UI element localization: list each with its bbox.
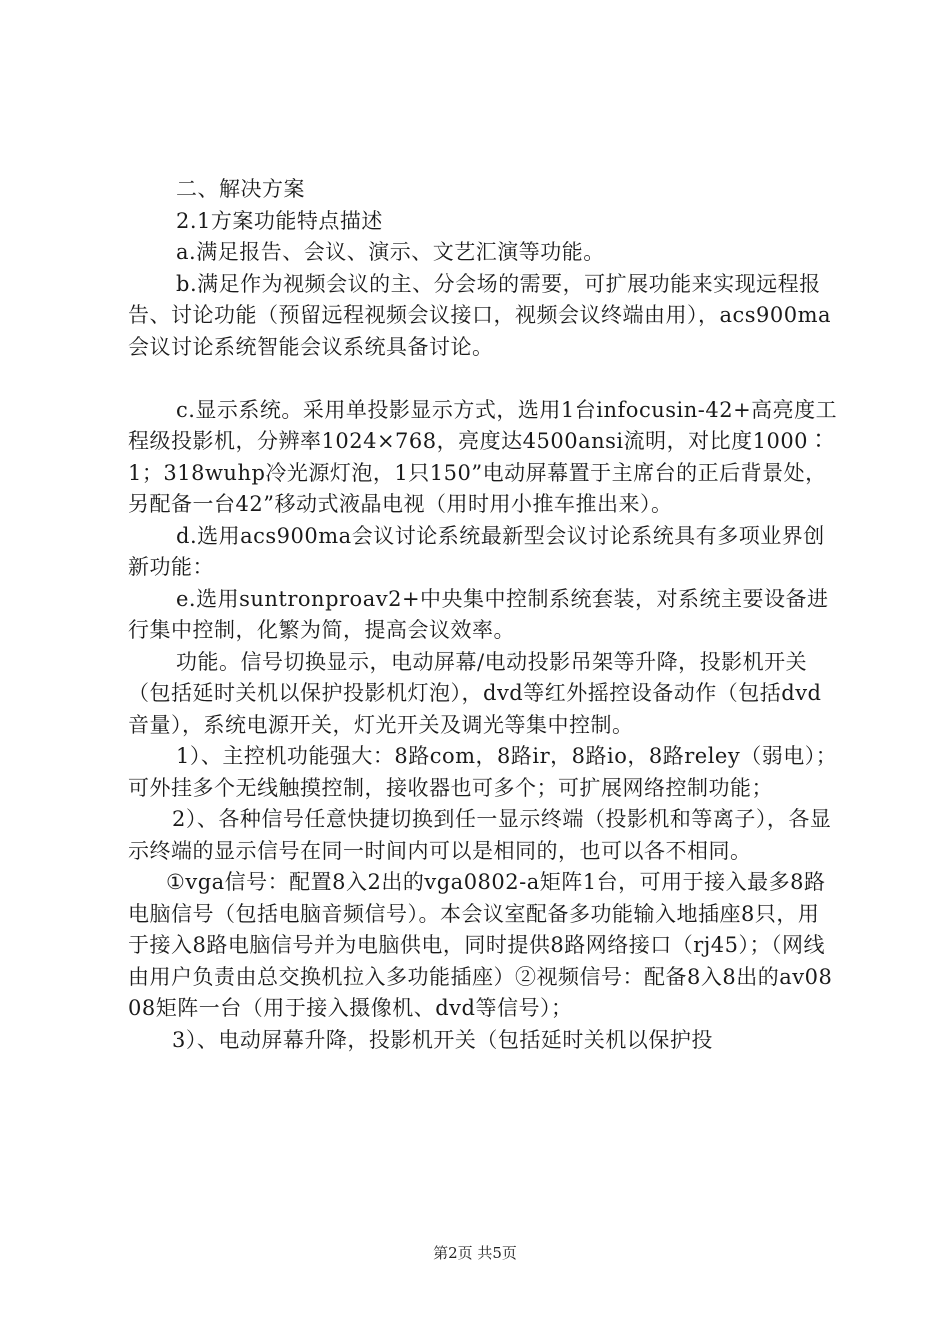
section-heading: 二、解决方案 bbox=[176, 177, 305, 201]
paragraph-b: b.满足作为视频会议的主、分会场的需要，可扩展功能来实现远程报告、讨论功能（预留远程视频会议接口，视频会议终端由用），acs900ma会议讨论系统智能会议系统具备讨论。 bbox=[128, 271, 832, 359]
paragraph-e: e.选用suntronproav2+中央集中控制系统套装，对系统主要设备进行集中控制，化繁为简，提高会议效率。 bbox=[128, 586, 829, 642]
list-item-2: 2）、各种信号任意快捷切换到任一显示终端（投影机和等离子），各显示终端的显示信号在同一时间内可以是相同的，也可以各不相同。 bbox=[128, 807, 832, 863]
paragraph-d: d.选用acs900ma会议讨论系统最新型会议讨论系统具有多项业界创新功能： bbox=[128, 523, 825, 579]
list-item-1: 1）、主控机功能强大：8路com，8路ir，8路io，8路reley（弱电）；可外挂多个无线触摸控制，接收器也可多个；可扩展网络控制功能； bbox=[128, 744, 838, 800]
list-item-3: 3）、电动屏幕升降，投影机开关（包括延时关机以保护投 bbox=[172, 1027, 713, 1052]
paragraph-c: c.显示系统。采用单投影显示方式，选用1台infocusin-42+高亮度工程级投影机，分辨率1024×768，亮度达4500ansi流明，对比度1000∶1；318wuhp冷光源灯泡，1只150”电动屏幕置于主席台的正后背景处，另配备一台42”移动式液晶电视（用时用小推车推出来）。 bbox=[128, 397, 838, 516]
page-footer: 第2页 共5页 bbox=[433, 1244, 517, 1262]
paragraph-function: 功能。信号切换显示，电动屏幕/电动投影吊架等升降，投影机开关（包括延时关机以保护投影机灯泡），dvd等红外摇控设备动作（包括dvd音量），系统电源开关，灯光开关及调光等集中控制。 bbox=[128, 649, 822, 737]
paragraph-a: a.满足报告、会议、演示、文艺汇演等功能。 bbox=[176, 240, 605, 264]
document-body bbox=[128, 174, 840, 1056]
paragraph-signals: ①vga信号：配置8入2出的vga0802-a矩阵1台，可用于接入最多8路电脑信号（包括电脑音频信号）。本会议室配备多功能输入地插座8只，用于接入8路电脑信号并为电脑供电，同时提供8路网络接口（rj45）；（网线由用户负责由总交换机拉入多功能插座）②视频信号：配备8入8出的av0808矩阵一台（用于接入摄像机、dvd等信号）； bbox=[128, 870, 833, 1020]
subsection-heading: 2.1方案功能特点描述 bbox=[176, 208, 383, 233]
